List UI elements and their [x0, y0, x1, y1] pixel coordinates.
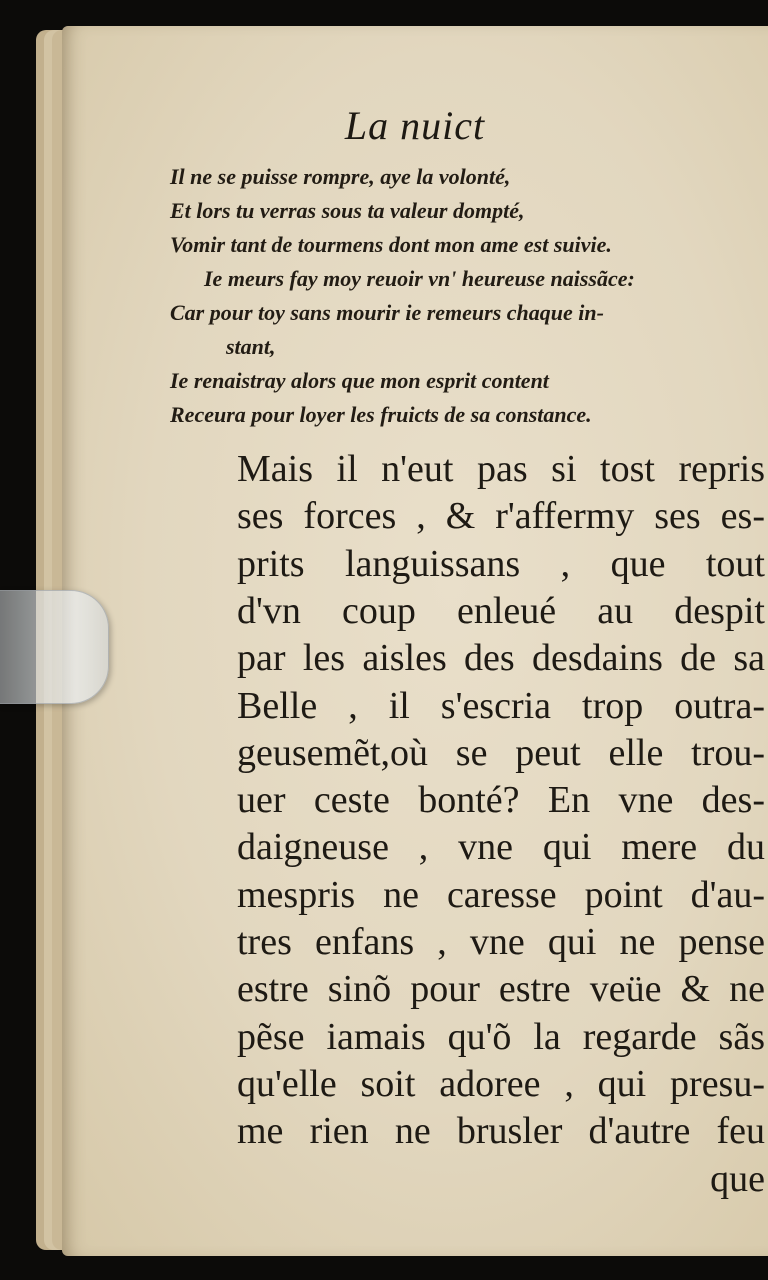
verse-line: stant, — [226, 334, 276, 359]
prose-line: ses forces , & r'affermy ses es- — [237, 495, 765, 537]
verse-line: Ie meurs fay moy reuoir vn' heureuse naissãce: — [204, 266, 635, 291]
prose-line: me rien ne brusler d'autre feu — [237, 1110, 765, 1152]
verse-line: Receura pour loyer les fruicts de sa constance. — [170, 402, 592, 427]
prose-line: geusemẽt,où se peut elle trou- — [237, 732, 765, 774]
prose-line: uer ceste bonté? En vne des- — [237, 779, 765, 821]
prose-line: prits languissans , que tout — [237, 543, 765, 585]
prose-line: estre sinõ pour estre veüe & ne — [237, 968, 765, 1010]
prose-line: par les aisles des desdains de sa — [237, 637, 765, 679]
verse-line: Ie renaistray alors que mon esprit content — [170, 368, 549, 393]
prose-line: qu'elle soit adoree , qui presu- — [237, 1063, 765, 1105]
verse-line: Vomir tant de tourmens dont mon ame est suivie. — [170, 232, 612, 257]
book-page — [62, 26, 768, 1256]
running-title: La nuict — [344, 103, 486, 148]
prose-line: Belle , il s'escria trop outra- — [237, 685, 765, 727]
verse-line: Car pour toy sans mourir ie remeurs chaque in- — [170, 300, 604, 325]
prose-line: pẽse iamais qu'õ la regarde sãs — [237, 1016, 765, 1058]
verse-line: Il ne se puisse rompre, aye la volonté, — [170, 164, 511, 189]
catchword: que — [710, 1158, 765, 1200]
prose-line: Mais il n'eut pas si tost repris — [237, 448, 765, 490]
verse-block — [170, 160, 750, 432]
page-clip — [0, 590, 109, 704]
prose-line: daigneuse , vne qui mere du — [237, 826, 765, 868]
verse-line: Et lors tu verras sous ta valeur dompté, — [170, 198, 525, 223]
prose-line: d'vn coup enleué au despit — [237, 590, 765, 632]
prose-line: tres enfans , vne qui ne pense — [237, 921, 765, 963]
prose-line: mespris ne caresse point d'au- — [237, 874, 765, 916]
